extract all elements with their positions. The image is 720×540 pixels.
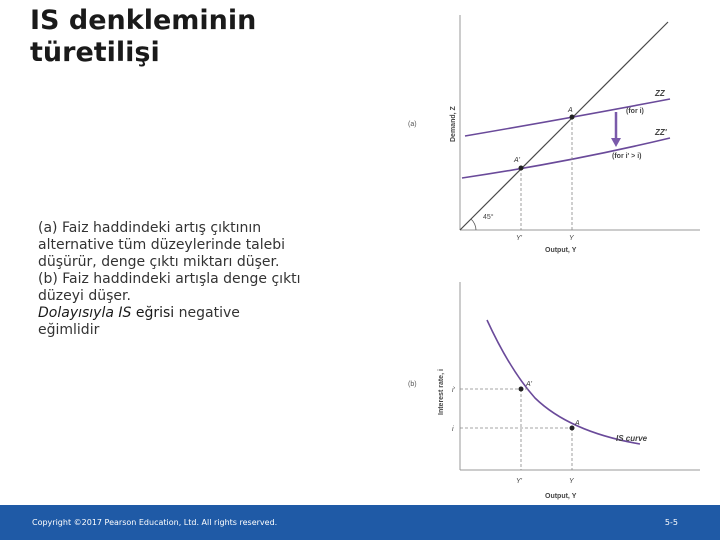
panel-a-shift-arrowhead xyxy=(611,138,621,147)
panel-a-label: (a) xyxy=(408,121,417,128)
panel-a-zz-label: ZZ xyxy=(655,89,665,98)
panel-b-tick-i2: i' xyxy=(452,387,455,394)
panel-a-zz-note: (for i) xyxy=(626,108,644,115)
body-line-6-end: negative xyxy=(174,305,240,321)
panel-a-zz2-note: (for i' > i) xyxy=(612,153,642,160)
body-line-1: (a) Faiz haddindeki artış çıktının xyxy=(38,220,262,236)
footer-bar xyxy=(0,505,720,540)
panel-a-angle-label: 45° xyxy=(483,214,494,221)
slide-title-line2: türetilişi xyxy=(30,37,160,68)
panel-a xyxy=(408,15,700,254)
body-line-4: (b) Faiz haddindeki artışla denge çıktı xyxy=(38,271,301,287)
body-line-6-italic: Dolayısıyla IS xyxy=(38,305,132,321)
panel-b-point-a2 xyxy=(519,387,524,392)
page-number: 5-5 xyxy=(664,518,678,527)
body-line-5: düzeyi düşer. xyxy=(38,288,131,304)
slide-title-line1: IS denkleminin xyxy=(30,5,257,36)
panel-a-y-axis-label: Demand, Z xyxy=(450,106,457,142)
panel-a-x-axis-label: Output, Y xyxy=(545,247,577,254)
panel-b xyxy=(408,282,700,500)
panel-b-tick-i: i xyxy=(452,426,454,433)
body-line-3: düşürür, denge çıktı miktarı düşer. xyxy=(38,254,280,270)
body-line-2: alternative tüm düzeylerinde talebi xyxy=(38,237,286,253)
panel-a-point-a2-label: A' xyxy=(514,157,521,164)
panel-b-is-curve xyxy=(487,320,640,444)
panel-a-angle-arc xyxy=(471,219,476,230)
copyright-text: Copyright ©2017 Pearson Education, Ltd. All rights reserved. xyxy=(32,518,278,527)
panel-b-is-curve-label: IS curve xyxy=(616,434,648,443)
panel-a-tick-y: Y xyxy=(569,235,574,242)
panel-a-45-degree-line xyxy=(460,22,668,230)
panel-b-tick-y: Y xyxy=(569,478,574,485)
panel-a-zz-curve xyxy=(465,99,670,136)
panel-b-point-a xyxy=(570,426,575,431)
panel-a-point-a2 xyxy=(519,166,524,171)
panel-b-label: (b) xyxy=(408,381,417,388)
panel-a-tick-y2: Y' xyxy=(516,235,523,242)
panel-b-point-a2-label: A' xyxy=(526,381,533,388)
panel-a-point-a xyxy=(570,115,575,120)
panel-a-zz2-label: ZZ' xyxy=(655,128,667,137)
panel-a-point-a-label: A xyxy=(568,107,573,114)
body-line-6-mid: eğrisi xyxy=(131,305,175,321)
panel-b-tick-y2: Y' xyxy=(516,478,523,485)
panel-b-point-a-label: A xyxy=(575,420,580,427)
body-line-7: eğimlidir xyxy=(38,322,100,338)
panel-b-y-axis-label: Interest rate, i xyxy=(438,369,445,415)
panel-b-x-axis-label: Output, Y xyxy=(545,493,577,500)
